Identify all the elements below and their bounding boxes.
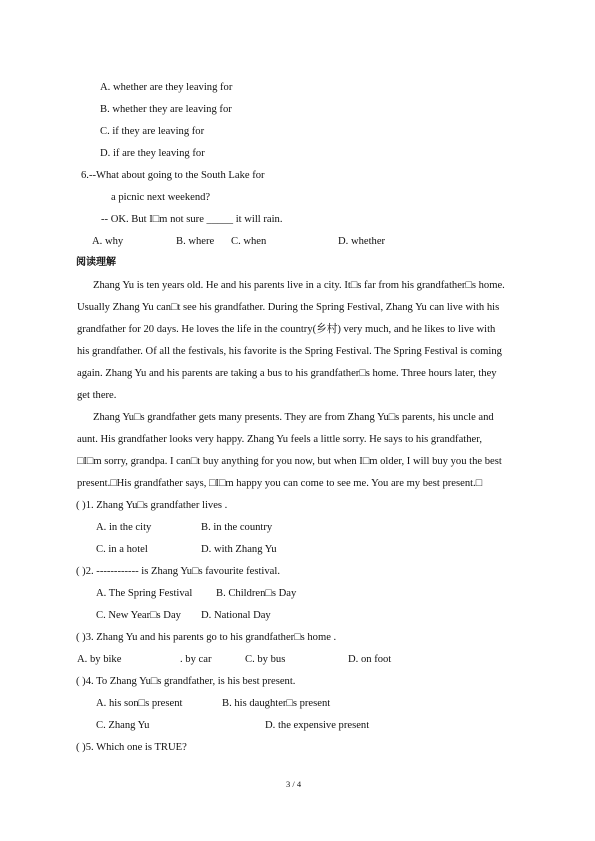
- option-b: B. Children□s Day: [216, 588, 297, 599]
- q5-option-c: C. if they are leaving for: [100, 126, 205, 137]
- q6-stem-line2: a picnic next weekend?: [111, 192, 211, 203]
- option-b: B. in the country: [201, 522, 273, 533]
- q6-option-c: C. when: [231, 236, 267, 247]
- q5-option-d: D. if are they leaving for: [100, 148, 205, 159]
- q6-stem-line1: 6.--What about going to the South Lake for: [81, 170, 265, 181]
- passage-p2-line: Zhang Yu□s grandfather gets many presents. They are from Zhang Yu□s parents, his uncle and: [93, 412, 494, 423]
- passage-p1-line: his grandfather. Of all the festivals, his favorite is the Spring Festival. The Spring Festival is coming: [77, 346, 502, 357]
- option-d: D. with Zhang Yu: [201, 544, 277, 555]
- page-number: 3 / 4: [286, 779, 302, 789]
- q5-option-a: A. whether are they leaving for: [100, 82, 233, 93]
- option-d: D. National Day: [201, 610, 271, 621]
- question-stem: ( )5. Which one is TRUE?: [76, 742, 187, 753]
- question-stem: ( )1. Zhang Yu□s grandfather lives .: [76, 500, 228, 511]
- passage-p2-line: aunt. His grandfather looks very happy. Zhang Yu feels a little sorry. He says to his grandfather,: [77, 434, 482, 445]
- option-c: C. Zhang Yu: [96, 720, 150, 731]
- option-b: B. his daughter□s present: [222, 698, 331, 709]
- passage-p1-line: again. Zhang Yu and his parents are taking a bus to his grandfather□s home. Three hours later, they: [77, 368, 497, 379]
- passage-p1-line: get there.: [77, 390, 117, 401]
- passage-p2-line: present.□His grandfather says, □I□m happy you can come to see me. You are my best present.□: [77, 478, 483, 489]
- q6-option-a: A. why: [92, 236, 124, 247]
- question-stem: ( )3. Zhang Yu and his parents go to his grandfather□s home .: [76, 632, 337, 643]
- option-a: A. The Spring Festival: [96, 588, 193, 599]
- q6-option-b: B. where: [176, 236, 215, 247]
- q5-option-b: B. whether they are leaving for: [100, 104, 232, 115]
- option-d: D. the expensive present: [265, 720, 370, 731]
- question-stem: ( )4. To Zhang Yu□s grandfather, is his best present.: [76, 676, 296, 687]
- section-heading: 阅读理解: [76, 257, 116, 268]
- option-a: A. in the city: [96, 522, 152, 533]
- option-c: C. New Year□s Day: [96, 610, 181, 621]
- option-c: C. by bus: [245, 654, 286, 665]
- option-b: . by car: [180, 654, 212, 665]
- passage-p1-line: grandfather for 20 days. He loves the life in the country(乡村) very much, and he likes to live with: [77, 324, 496, 335]
- q6-stem-line3: -- OK. But I□m not sure _____ it will rain.: [101, 214, 283, 225]
- question-stem: ( )2. ------------ is Zhang Yu□s favourite festival.: [76, 566, 280, 577]
- option-c: C. in a hotel: [96, 544, 148, 555]
- option-a: A. his son□s present: [96, 698, 183, 709]
- option-d: D. on foot: [348, 654, 392, 665]
- option-a: A. by bike: [77, 654, 122, 665]
- passage-p2-line: □I□m sorry, grandpa. I can□t buy anything for you now, but when I□m older, I will buy you the best: [77, 456, 502, 467]
- q6-option-d: D. whether: [338, 236, 386, 247]
- passage-p1-line: Usually Zhang Yu can□t see his grandfather. During the Spring Festival, Zhang Yu can live with his: [77, 302, 500, 313]
- passage-p1-line: Zhang Yu is ten years old. He and his parents live in a city. It□s far from his grandfather□s home.: [93, 280, 505, 291]
